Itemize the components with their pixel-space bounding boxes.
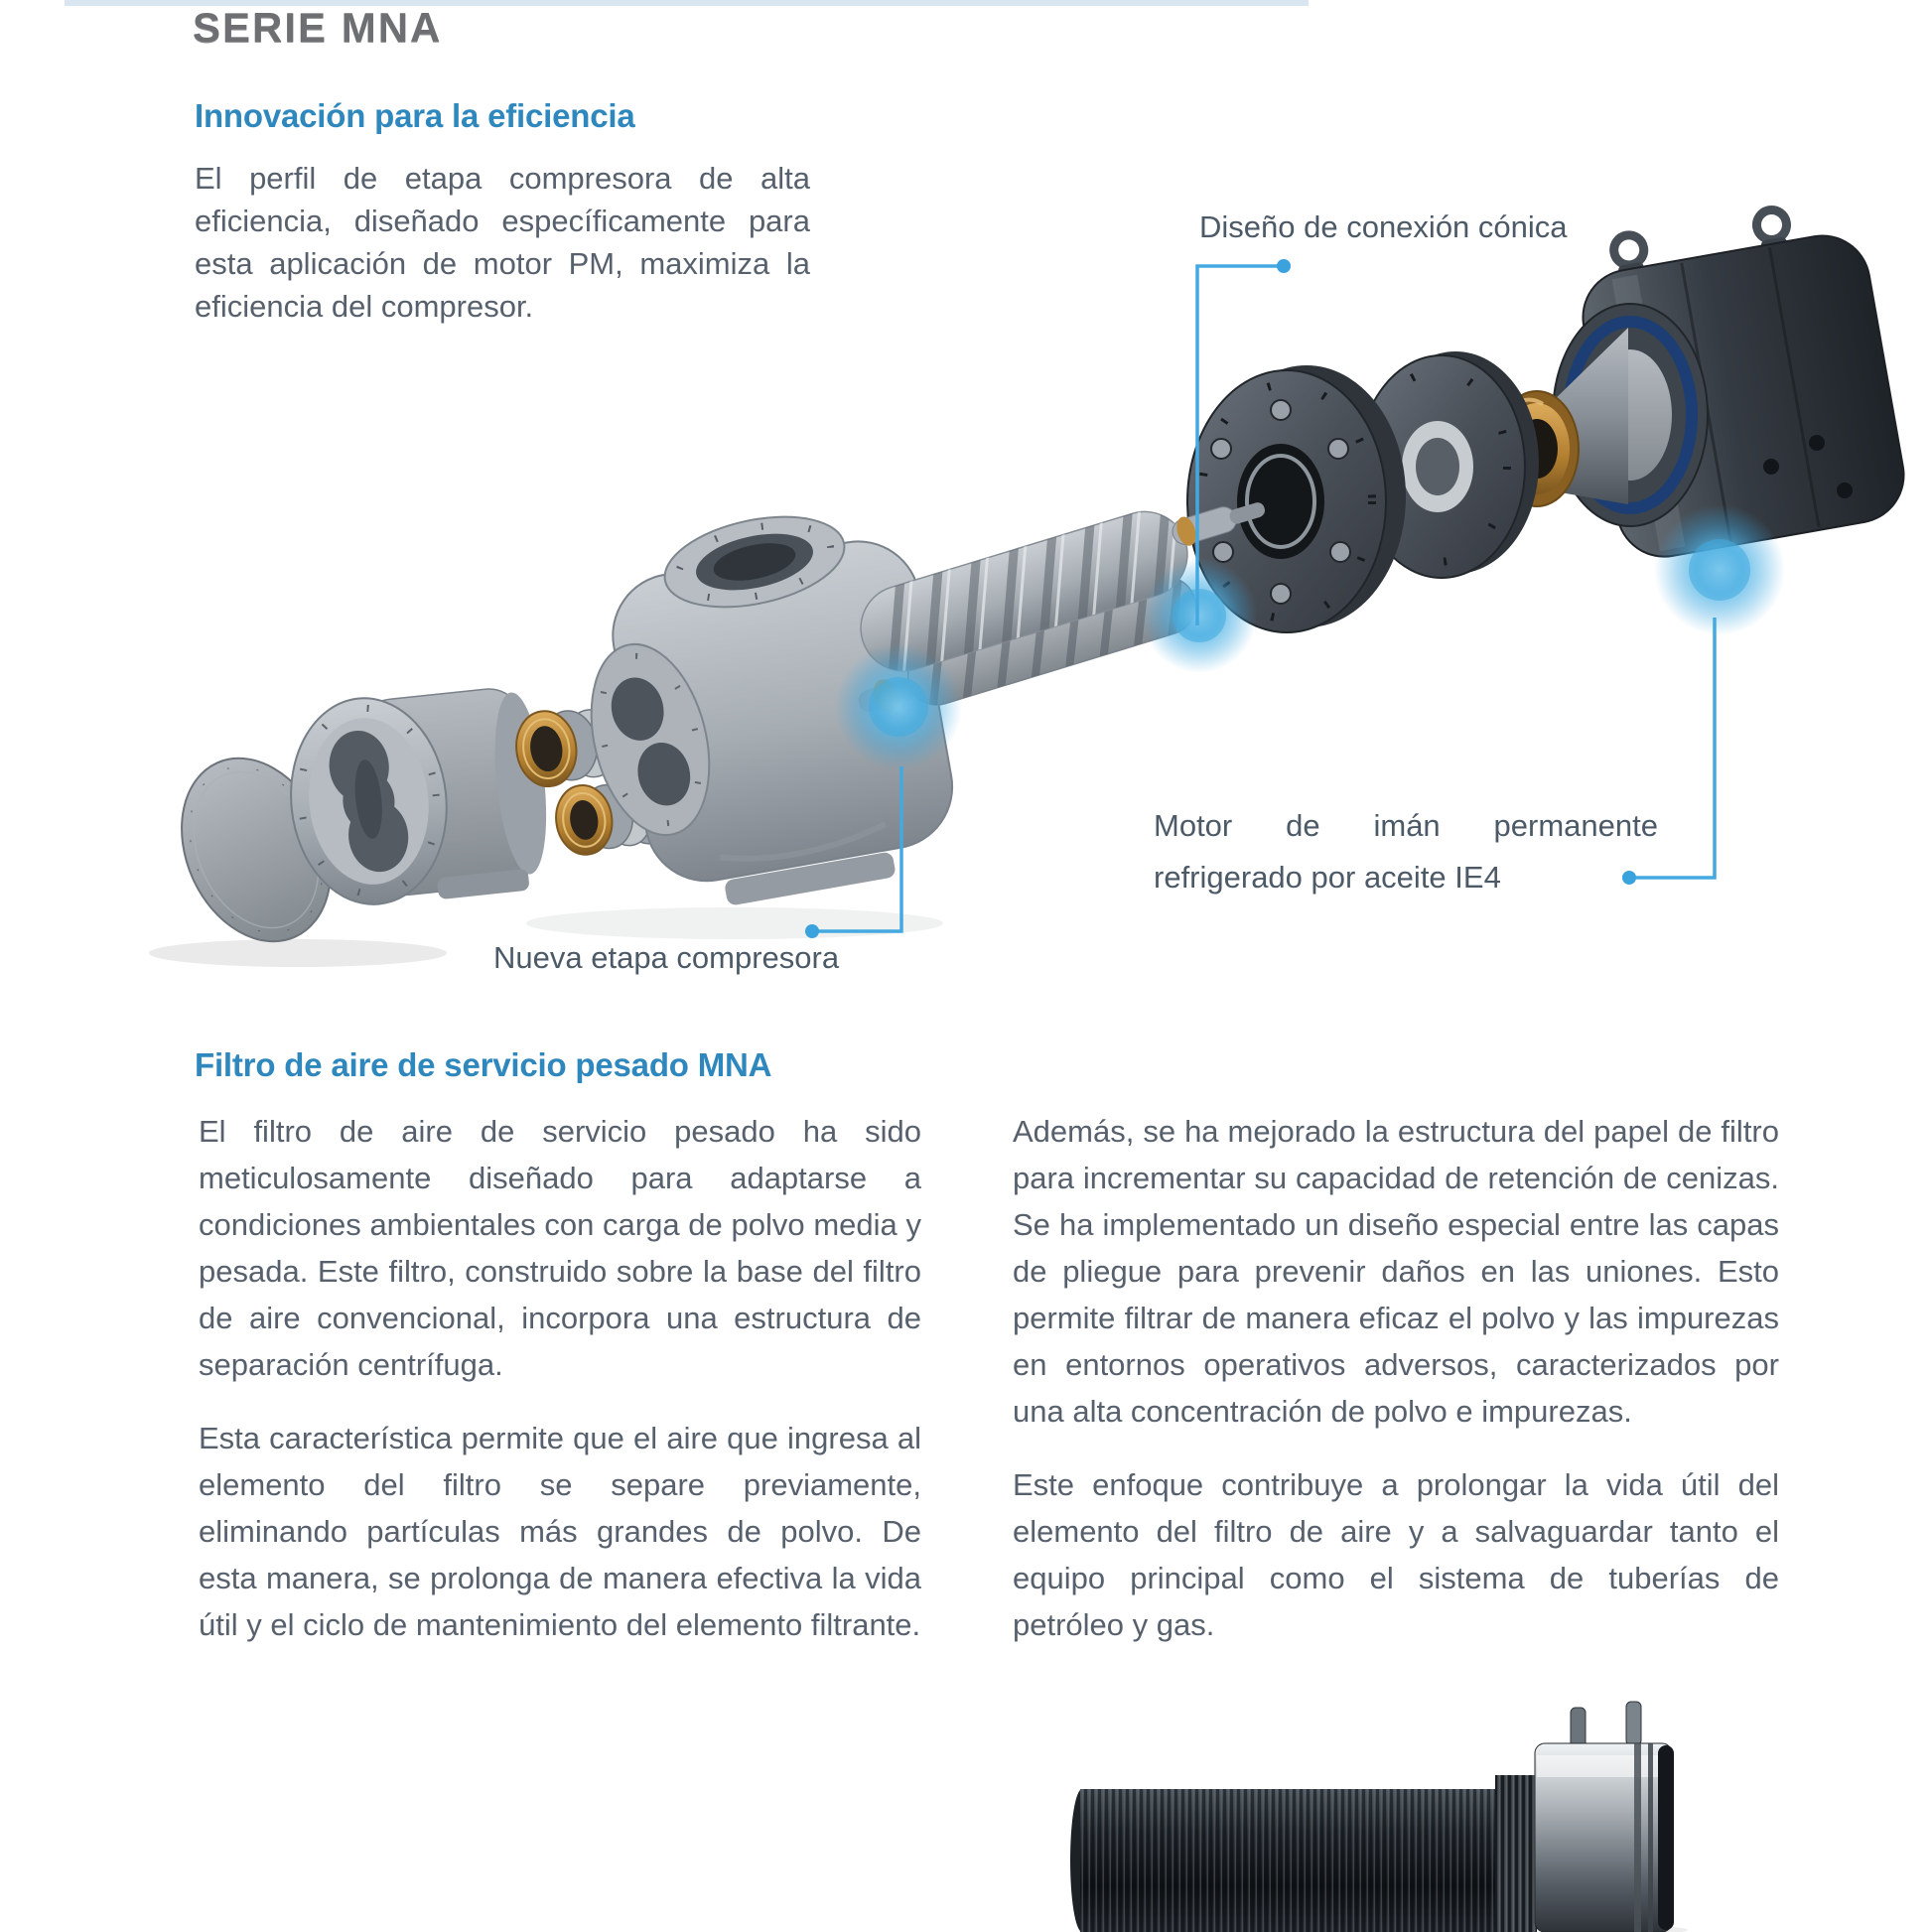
cover-plate [154,735,358,965]
shadow [526,907,943,939]
screw-rotors [825,463,1296,741]
label-new-stage: Nueva etapa compresora [493,940,840,975]
eyebolt-icon [1611,232,1646,267]
air-filter-photo [1070,1702,1688,1932]
leader-line-conical [1197,266,1284,625]
motor-bolts [1763,435,1853,498]
label-conical-connection: Diseño de conexión cónica [1199,209,1568,244]
page-title: SERIE MNA [193,4,443,51]
motor-navy-ring [1569,322,1692,508]
shadow [149,939,447,967]
bronze-bearing-ring [1495,391,1579,506]
section-filter-heading: Filtro de aire de servicio pesado MNA [195,1046,772,1083]
pm-motor [1524,195,1911,564]
glow-highlight-stage [835,643,962,770]
end-plate [1358,351,1539,578]
filter-metal-head [1535,1743,1672,1932]
section-innovation-heading: Innovación para la eficiencia [195,97,635,134]
filter-pin-icon [1626,1702,1641,1745]
innovation-paragraph: El perfil de etapa compresora de alta eficiencia, diseñado específicamente para esta aplicación de motor PM, maximiza la eficiencia del compresor. [195,161,810,324]
bearing-stack-upper [511,699,641,790]
label-pm-motor: Motor de imán permanente refrigerado por aceite IE4 [1154,808,1658,895]
bearing-stack-lower [552,773,676,858]
filter-right-column [1013,1108,1779,1675]
filter-pin-icon [1571,1708,1586,1747]
filter-left-paragraph-2: Esta característica permite que el aire que ingresa al elemento del filtro se separe previamente, eliminando partículas más grandes de polvo. De esta manera, se prolonga de manera efectiva la vida útil y el ciclo de mantenimiento del elemento filtrante. [199,1421,921,1642]
conical-coupling [1549,328,1628,504]
filter-right-paragraph-1: Además, se ha mejorado la estructura del papel de filtro para incrementar su capacidad de retención de cenizas. Se ha implementado un diseño especial entre las capas de pliegue para prevenir daños en las uniones. Esto permite filtrar de manera eficaz el polvo y las impurezas en entornos operativos adversos, caracterizados por una alta concentración de polvo e impurezas. [1013,1114,1779,1429]
filter-ribbed-body [1080,1789,1501,1932]
bearing-plate [1187,365,1406,632]
glow-highlight-motor [1654,504,1785,635]
main-housing [573,502,967,918]
filter-left-paragraph-1: El filtro de aire de servicio pesado ha sido meticulosamente diseñado para adaptarse a condiciones ambientales con carga de polvo media y pesada. Este filtro, construido sobre la base del filtro de aire convencional, incorpora una estructura de separación centrífuga. [199,1114,921,1382]
glow-highlight-rotor-tip [1142,558,1257,673]
filter-left-column [199,1108,921,1675]
inlet-housing [281,680,556,914]
eyebolt-icon [1754,207,1789,242]
filter-right-paragraph-2: Este enfoque contribuye a prolongar la vida útil del elemento del filtro de aire y a salvaguardar tanto el equipo principal como el sistema de tuberías de petróleo y gas. [1013,1467,1779,1642]
leader-line-stage [812,766,901,931]
